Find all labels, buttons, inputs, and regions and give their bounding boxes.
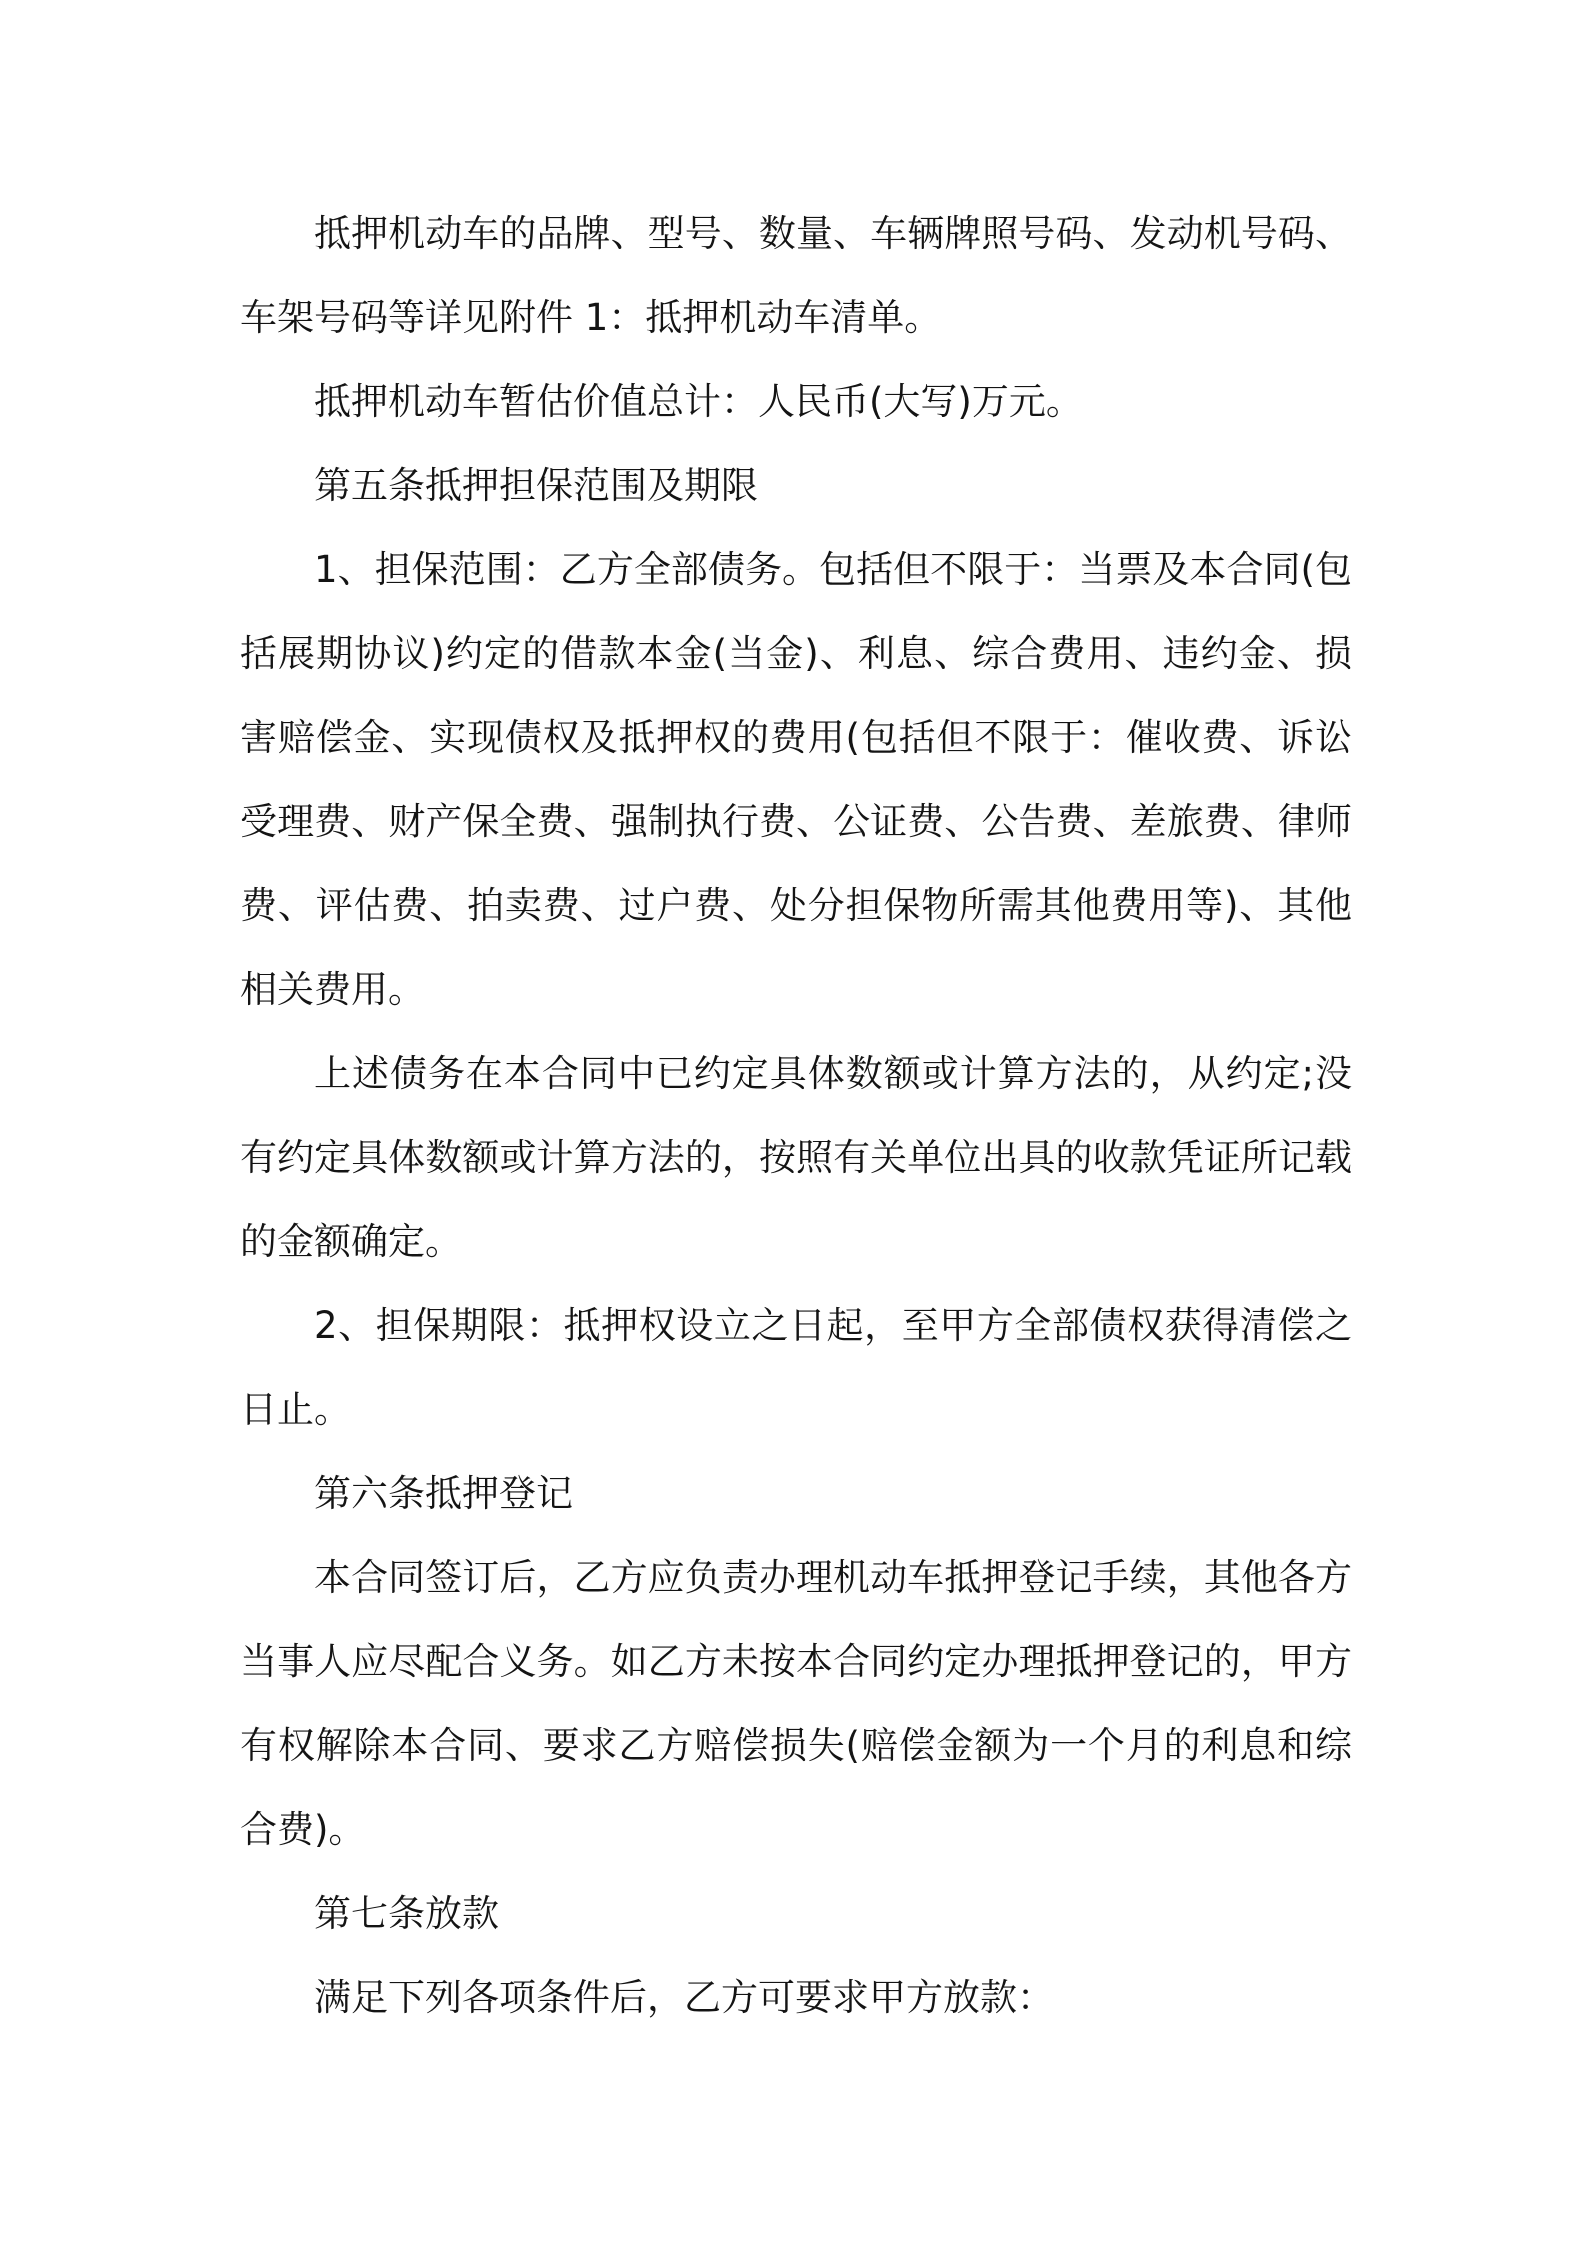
paragraph-registration: 本合同签订后，乙方应负责办理机动车抵押登记手续，其他各方当事人应尽配合义务。如乙方未按本合同约定办理抵押登记的，甲方有权解除本合同、要求乙方赔偿损失(赔偿金额为一个月的利息和综合费)。 xyxy=(240,1556,1352,1851)
paragraph-guarantee-scope: 1、担保范围：乙方全部债务。包括但不限于：当票及本合同(包括展期协议)约定的借款本金(当金)、利息、综合费用、违约金、损害赔偿金、实现债权及抵押权的费用(包括但不限于：催收费、诉讼受理费、财产保全费、强制执行费、公证费、公告费、差旅费、律师费、评估费、拍卖费、过户费、处分担保物所需其他费用等)、其他相关费用。 xyxy=(240,548,1352,1011)
paragraph-debt-amount: 上述债务在本合同中已约定具体数额或计算方法的，从约定;没有约定具体数额或计算方法的，按照有关单位出具的收款凭证所记载的金额确定。 xyxy=(240,1052,1352,1263)
paragraph-guarantee-period: 2、担保期限：抵押权设立之日起，至甲方全部债权获得清偿之日止。 xyxy=(240,1304,1352,1431)
paragraph-estimated-value: 抵押机动车暂估价值总计：人民币(大写)万元。 xyxy=(314,380,1083,423)
paragraph-vehicle-details: 抵押机动车的品牌、型号、数量、车辆牌照号码、发动机号码、车架号码等详见附件 1：抵押机动车清单。 xyxy=(240,212,1352,339)
document-body xyxy=(240,192,1352,2040)
heading-article-7: 第七条放款 xyxy=(314,1892,499,1935)
paragraph-loan-conditions: 满足下列各项条件后，乙方可要求甲方放款： xyxy=(314,1976,1054,2019)
heading-article-6: 第六条抵押登记 xyxy=(314,1472,573,1515)
heading-article-5: 第五条抵押担保范围及期限 xyxy=(314,464,758,507)
